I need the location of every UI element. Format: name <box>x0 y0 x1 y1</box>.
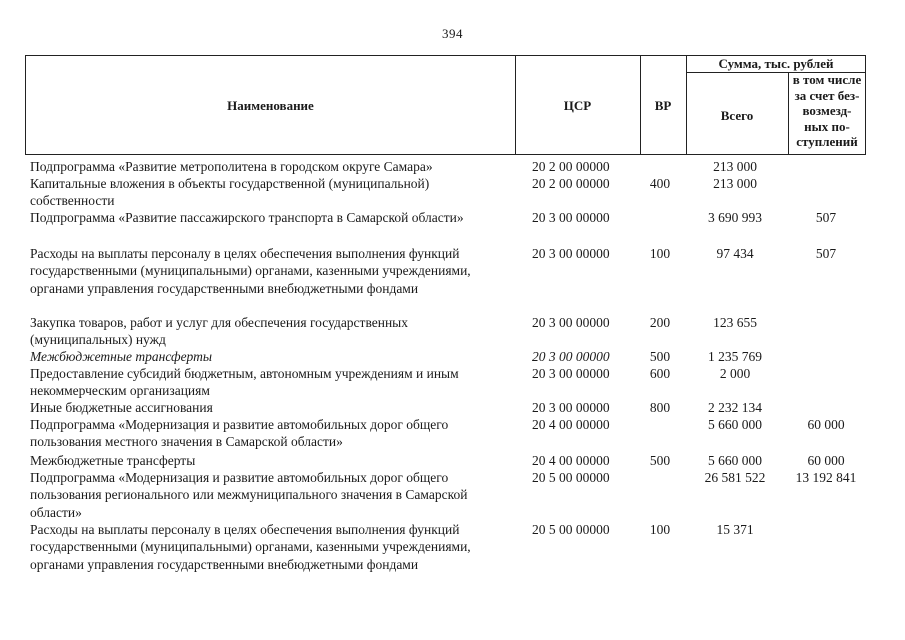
table-row <box>0 175 905 209</box>
row-total: 123 655 <box>713 315 757 330</box>
row-name: Закупка товаров, работ и услуг для обеспечения государственных (муниципальных) нужд <box>30 315 409 348</box>
header-sum: Сумма, тыс. рублей <box>718 56 834 71</box>
row-bezvozm: 60 000 <box>807 453 845 468</box>
row-csr: 20 3 00 00000 <box>532 210 610 225</box>
row-csr: 20 4 00 00000 <box>532 453 610 468</box>
row-name: Подпрограмма «Модернизация и развитие автомобильных дорог общего пользования регионального или межмуниципального значения в Самарской области» <box>30 470 468 520</box>
row-name: Межбюджетные трансферты <box>30 349 213 364</box>
header-total: Всего <box>720 108 754 123</box>
table-body <box>0 158 905 590</box>
row-csr: 20 3 00 00000 <box>532 400 610 415</box>
row-total: 97 434 <box>716 246 754 261</box>
header-bezvozm-line: ных по- <box>804 118 850 134</box>
row-bezvozm: 507 <box>815 246 837 261</box>
row-vr: 600 <box>649 366 671 381</box>
row-total: 15 371 <box>716 522 754 537</box>
row-vr: 100 <box>649 522 671 537</box>
header-vr: ВР <box>654 98 672 113</box>
page-number: 394 <box>442 26 463 41</box>
row-bezvozm: 60 000 <box>807 417 845 432</box>
row-vr: 500 <box>649 349 671 364</box>
header-bezvozm-line: за счет без- <box>794 87 860 103</box>
header-bezvozm-line: ступлений <box>796 134 858 149</box>
row-name: Подпрограмма «Модернизация и развитие автомобильных дорог общего пользования местного значения в Самарской области» <box>30 417 449 450</box>
row-name: Межбюджетные трансферты <box>30 453 196 468</box>
row-vr: 400 <box>649 176 671 191</box>
header-csr: ЦСР <box>563 98 592 113</box>
row-csr: 20 2 00 00000 <box>532 176 610 191</box>
row-total: 1 235 769 <box>708 349 762 364</box>
row-total: 213 000 <box>713 176 757 191</box>
row-total: 26 581 522 <box>704 470 766 485</box>
row-name: Расходы на выплаты персоналу в целях обеспечения выполнения функций государственными (муниципальными) органами, казенными учреждениями, органами управления государственными внебюджетными фондами <box>30 246 471 296</box>
row-total: 2 000 <box>719 366 751 381</box>
row-name: Расходы на выплаты персоналу в целях обеспечения выполнения функций государственными (муниципальными) органами, казенными учреждениями, органами управления государственными внебюджетными фондами <box>30 522 471 572</box>
row-name: Иные бюджетные ассигнования <box>30 400 213 415</box>
row-total: 5 660 000 <box>708 453 762 468</box>
table-row <box>0 399 905 416</box>
header-bezvozm-line: в том числе <box>792 72 862 87</box>
row-csr: 20 4 00 00000 <box>532 417 610 432</box>
row-vr: 200 <box>649 315 671 330</box>
table-row <box>0 314 905 348</box>
row-total: 3 690 993 <box>708 210 762 225</box>
row-bezvozm: 507 <box>815 210 837 225</box>
row-csr: 20 3 00 00000 <box>532 366 610 381</box>
header-bezvozm-line: возмезд- <box>802 103 852 118</box>
header-name: Наименование <box>227 98 314 113</box>
table-row <box>0 521 905 590</box>
table-row <box>0 469 905 521</box>
row-csr: 20 3 00 00000 <box>532 315 610 330</box>
row-total: 2 232 134 <box>708 400 762 415</box>
row-csr: 20 3 00 00000 <box>532 349 610 364</box>
row-vr: 800 <box>649 400 671 415</box>
table-row <box>0 158 905 175</box>
header-bezvozm <box>788 72 866 150</box>
table-row <box>0 416 905 452</box>
row-vr: 500 <box>649 453 671 468</box>
row-total: 213 000 <box>713 159 757 174</box>
row-name: Капитальные вложения в объекты государственной (муниципальной) собственности <box>30 176 430 209</box>
row-csr: 20 5 00 00000 <box>532 470 610 485</box>
row-bezvozm: 13 192 841 <box>795 470 857 485</box>
table-row <box>0 452 905 469</box>
row-csr: 20 5 00 00000 <box>532 522 610 537</box>
table-row <box>0 348 905 365</box>
row-csr: 20 3 00 00000 <box>532 246 610 261</box>
row-total: 5 660 000 <box>708 417 762 432</box>
table-row <box>0 209 905 245</box>
row-csr: 20 2 00 00000 <box>532 159 610 174</box>
table-row <box>0 365 905 399</box>
row-name: Предоставление субсидий бюджетным, автономным учреждениям и иным некоммерческим организациям <box>30 366 459 399</box>
row-name: Подпрограмма «Развитие метрополитена в городском округе Самара» <box>30 159 433 174</box>
row-vr: 100 <box>649 246 671 261</box>
table-row <box>0 245 905 314</box>
row-name: Подпрограмма «Развитие пассажирского транспорта в Самарской области» <box>30 210 464 225</box>
table-header <box>25 55 866 155</box>
